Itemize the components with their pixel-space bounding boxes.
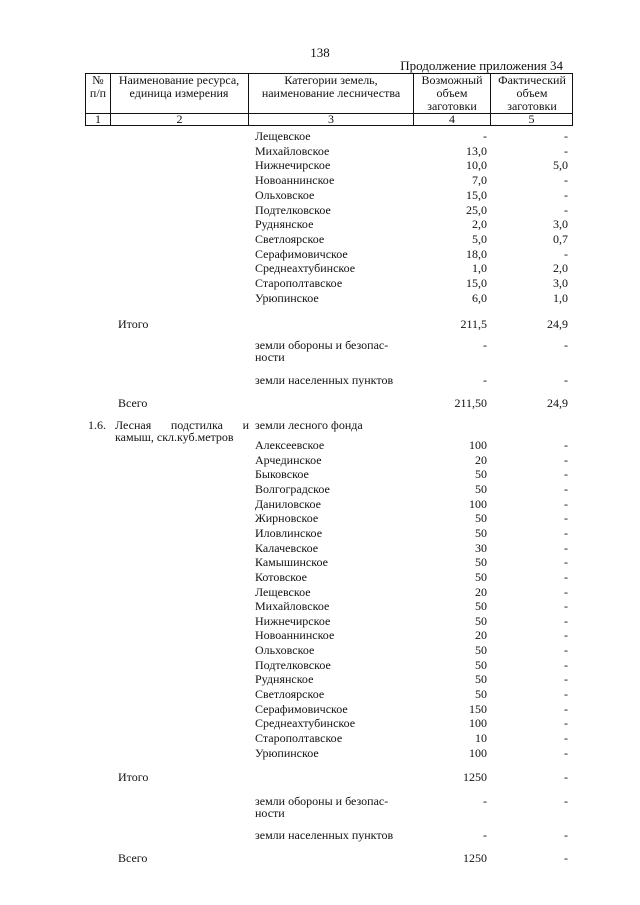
forestry-row-actual: - xyxy=(564,613,568,628)
forestry-row-name: Серафимовичское xyxy=(255,246,348,261)
forestry-row-possible: 100 xyxy=(469,745,487,760)
forestry-row-name: Ольховское xyxy=(255,187,315,202)
forestry-row-possible: 6,0 xyxy=(472,290,487,305)
forestry-row-actual: 3,0 xyxy=(553,217,568,232)
grand-total-row-possible: 211,50 xyxy=(454,396,487,410)
forestry-row-possible: 100 xyxy=(469,496,487,511)
forestry-row-possible: 50 xyxy=(475,555,487,570)
forestry-row-name: Михайловское xyxy=(255,599,330,614)
settlements-row-actual: - xyxy=(564,828,568,842)
forestry-row-actual: - xyxy=(564,187,568,202)
forestry-row-possible: 20 xyxy=(475,628,487,643)
forestry-row-possible: 2,0 xyxy=(472,217,487,232)
defense-label: земли обороны и безопас- xyxy=(255,794,389,808)
forestry-row-actual: - xyxy=(564,467,568,482)
resource-name: Лесная подстилка и xyxy=(115,418,249,432)
forestry-row-name: Подтелковское xyxy=(255,657,331,672)
header-col-actual: Фактический объем заготовки xyxy=(498,73,566,113)
forestry-row-actual: 2,0 xyxy=(553,261,568,276)
forestry-row-actual: 0,7 xyxy=(553,231,568,246)
forestry-row-name: Ольховское xyxy=(255,643,315,658)
forestry-row-possible: 100 xyxy=(469,438,487,452)
forestry-row-name: Руднянское xyxy=(255,217,314,232)
forestry-row-possible: 20 xyxy=(475,452,487,467)
forestry-row-actual: - xyxy=(564,701,568,716)
total-row-actual: - xyxy=(564,770,568,784)
settlements-label: земли населенных пунктов xyxy=(255,373,394,387)
forestry-row-possible: 10,0 xyxy=(466,158,487,173)
forestry-row-actual: - xyxy=(564,202,568,217)
page-number: 138 xyxy=(310,45,330,60)
forestry-row-name: Новоаннинское xyxy=(255,173,335,188)
forestry-row-possible: 10 xyxy=(475,731,487,745)
forestry-row-actual: 1,0 xyxy=(553,290,568,305)
forestry-row-possible: 13,0 xyxy=(466,143,487,158)
forestry-row-possible: 5,0 xyxy=(472,231,487,246)
grand-total-label: Всего xyxy=(118,396,148,410)
defense-label-cont: ности xyxy=(255,350,285,364)
forestry-row-name: Камышинское xyxy=(255,555,328,570)
forestry-row-actual: - xyxy=(564,525,568,540)
forestry-row-possible: 50 xyxy=(475,525,487,540)
forestry-row-actual: - xyxy=(564,672,568,687)
forestry-row-possible: 20 xyxy=(475,584,487,599)
defense-row-possible: - xyxy=(483,794,487,808)
forestry-row-possible: - xyxy=(483,129,487,143)
header-num-1: 1 xyxy=(95,112,101,126)
defense-row-possible: - xyxy=(483,338,487,352)
forestry-row-actual: - xyxy=(564,599,568,614)
grand-total-label: Всего xyxy=(118,851,148,865)
forestry-row-name: Волгоградское xyxy=(255,481,330,496)
forestry-row-name: Михайловское xyxy=(255,143,330,158)
grand-total-row-possible: 1250 xyxy=(463,851,487,865)
forestry-row-name: Лещевское xyxy=(255,129,311,143)
settlements-row-actual: - xyxy=(564,373,568,387)
forestry-row-name: Урюпинское xyxy=(255,745,319,760)
forestry-row-possible: 50 xyxy=(475,687,487,702)
forestry-row-name: Жирновское xyxy=(255,511,319,526)
forestry-row-actual: - xyxy=(564,716,568,731)
total-label: Итого xyxy=(118,770,149,784)
settlements-row-possible: - xyxy=(483,828,487,842)
table-header xyxy=(85,73,573,126)
forestry-row-name: Даниловское xyxy=(255,496,321,511)
item-number: 1.6. xyxy=(88,418,106,432)
forestry-row-possible: 7,0 xyxy=(472,173,487,188)
forestry-row-name: Светлоярское xyxy=(255,231,325,246)
forestry-row-actual: - xyxy=(564,584,568,599)
forestry-row-possible: 100 xyxy=(469,716,487,731)
total-label: Итого xyxy=(118,317,149,331)
total-row-possible: 1250 xyxy=(463,770,487,784)
forestry-row-name: Быковское xyxy=(255,467,309,482)
forestry-row-actual: 3,0 xyxy=(553,276,568,290)
header-num-5: 5 xyxy=(528,112,535,126)
defense-label: земли обороны и безопас- xyxy=(255,338,389,352)
forestry-row-actual: - xyxy=(564,246,568,261)
forestry-row-actual: - xyxy=(564,555,568,570)
forestry-row-name: Старополтавское xyxy=(255,731,343,745)
settlements-label: земли населенных пунктов xyxy=(255,828,394,842)
forestry-row-actual: - xyxy=(564,657,568,672)
forestry-row-actual: - xyxy=(564,452,568,467)
forestry-row-possible: 30 xyxy=(475,540,487,555)
resource-unit: камыш, скл.куб.метров xyxy=(115,430,234,444)
forestry-row-name: Нижнечирское xyxy=(255,158,331,173)
forestry-row-possible: 50 xyxy=(475,569,487,584)
forestry-row-name: Старополтавское xyxy=(255,276,343,290)
continuation-label: Продолжение приложения 34 xyxy=(400,58,563,73)
forestry-row-actual: - xyxy=(564,731,568,745)
defense-row-actual: - xyxy=(564,794,568,808)
forestry-row-name: Новоаннинское xyxy=(255,628,335,643)
header-col-number: № п/п xyxy=(89,73,107,100)
grand-total-row-actual: - xyxy=(564,851,568,865)
header-col-category: Категории земель, наименование лесничества xyxy=(261,73,401,100)
forestry-row-name: Подтелковское xyxy=(255,202,331,217)
forestry-row-actual: - xyxy=(564,643,568,658)
forestry-row-possible: 50 xyxy=(475,643,487,658)
category-label: земли лесного фонда xyxy=(255,418,363,432)
forestry-row-name: Арчединское xyxy=(255,452,322,467)
forestry-row-actual: - xyxy=(564,496,568,511)
forestry-row-possible: 50 xyxy=(475,511,487,526)
forestry-row-actual: - xyxy=(564,481,568,496)
forestry-row-possible: 50 xyxy=(475,467,487,482)
forestry-row-possible: 50 xyxy=(475,599,487,614)
forestry-row-actual: - xyxy=(564,129,568,143)
grand-total-row-actual: 24,9 xyxy=(547,396,568,410)
forestry-row-name: Лещевское xyxy=(255,584,311,599)
forestry-row-name: Алексеевское xyxy=(255,438,325,452)
header-col-possible: Возможный объем заготовки xyxy=(421,73,483,113)
forestry-row-possible: 25,0 xyxy=(466,202,487,217)
forestry-row-name: Руднянское xyxy=(255,672,314,687)
forestry-row-actual: - xyxy=(564,438,568,452)
forestry-row-actual: - xyxy=(564,569,568,584)
forestry-row-possible: 50 xyxy=(475,672,487,687)
forestry-row-name: Среднеахтубинское xyxy=(255,716,356,731)
forestry-row-possible: 50 xyxy=(475,657,487,672)
header-col-resource: Наименование ресурса, единица измерения xyxy=(118,73,240,100)
forestry-row-name: Серафимовичское xyxy=(255,701,348,716)
forestry-row-actual: - xyxy=(564,143,568,158)
forestry-row-name: Калачевское xyxy=(255,540,319,555)
forestry-row-actual: - xyxy=(564,745,568,760)
forestry-row-possible: 15,0 xyxy=(466,276,487,290)
forestry-row-name: Иловлинское xyxy=(255,525,323,540)
header-num-2: 2 xyxy=(176,112,183,126)
forestry-row-possible: 15,0 xyxy=(466,187,487,202)
defense-row-actual: - xyxy=(564,338,568,352)
forestry-row-possible: 150 xyxy=(469,701,487,716)
header-num-4: 4 xyxy=(449,112,455,126)
forestry-row-name: Котовское xyxy=(255,569,307,584)
total-row-possible: 211,5 xyxy=(460,317,487,331)
forestry-row-name: Урюпинское xyxy=(255,290,319,305)
forestry-row-actual: 5,0 xyxy=(553,158,568,173)
forestry-row-actual: - xyxy=(564,173,568,188)
forestry-row-name: Среднеахтубинское xyxy=(255,261,356,276)
forestry-row-actual: - xyxy=(564,687,568,702)
forestry-row-actual: - xyxy=(564,540,568,555)
forestry-row-possible: 50 xyxy=(475,481,487,496)
total-row-actual: 24,9 xyxy=(547,317,568,331)
forestry-row-possible: 50 xyxy=(475,613,487,628)
forestry-row-name: Светлоярское xyxy=(255,687,325,702)
settlements-row-possible: - xyxy=(483,373,487,387)
forestry-row-possible: 18,0 xyxy=(466,246,487,261)
forestry-row-actual: - xyxy=(564,628,568,643)
header-num-3: 3 xyxy=(328,112,334,126)
defense-label-cont: ности xyxy=(255,806,285,820)
forestry-row-actual: - xyxy=(564,511,568,526)
forestry-row-name: Нижнечирское xyxy=(255,613,331,628)
forestry-row-possible: 1,0 xyxy=(472,261,487,276)
